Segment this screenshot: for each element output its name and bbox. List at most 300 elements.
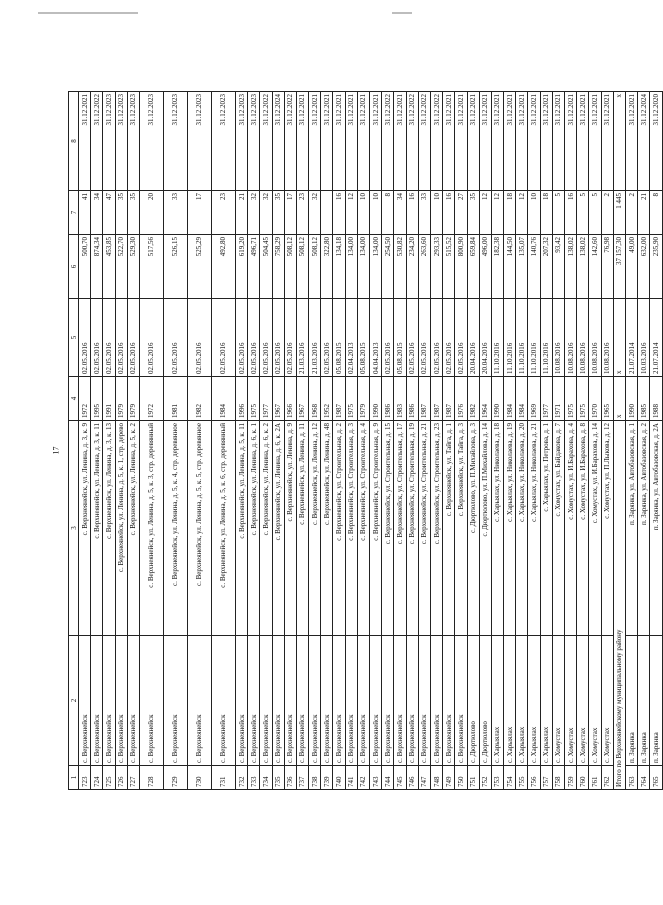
cell-term: 31.12.2021: [333, 92, 345, 191]
cell-term: 31.12.2024: [272, 92, 284, 191]
cell-area: 508,12: [309, 235, 321, 299]
cell-num: 763: [625, 766, 637, 790]
cell-term: 31.12.2022: [91, 92, 103, 191]
cell-loc: с. Верхнеянейск: [260, 636, 272, 766]
cell-year: 1984: [504, 377, 516, 421]
cell-count: 16: [333, 191, 345, 235]
cell-num: 742: [357, 766, 369, 790]
cell-num: 725: [103, 766, 115, 790]
cell-num: 747: [418, 766, 430, 790]
cell-count: 8: [382, 191, 394, 235]
cell-year: 1965: [601, 377, 613, 421]
cell-date: 02.05.2016: [284, 299, 296, 377]
cell-addr: с. Дюртюлово, ул. П.Михайлова, д. 14: [479, 421, 491, 636]
cell-area: 134,00: [370, 235, 382, 299]
cell-year: 1972: [139, 377, 163, 421]
table-row: [235, 92, 247, 790]
cell-year: 1987: [430, 377, 442, 421]
cell-area: 322,80: [321, 235, 333, 299]
cell-date: 02.05.2016: [115, 299, 127, 377]
cell-area: 515,52: [443, 235, 455, 299]
cell-loc: с. Хомустах: [552, 636, 564, 766]
cell-area: 504,45: [260, 235, 272, 299]
column-header: 5: [69, 299, 79, 377]
cell-num: 761: [589, 766, 601, 790]
cell-count: 17: [187, 191, 211, 235]
cell-addr: п. Зарянка, ул. Автобазовская, д. 2А: [650, 421, 662, 636]
table-row: [418, 92, 430, 790]
cell-loc: с. Верхнеянейск: [235, 636, 247, 766]
cell-year: 1964: [479, 377, 491, 421]
cell-year: 1976: [455, 377, 467, 421]
cell-term: 31.12.2023: [211, 92, 235, 191]
cell-year: 1984: [211, 377, 235, 421]
cell-count: 2: [625, 191, 637, 235]
cell-year: 1968: [309, 377, 321, 421]
cell-addr: с. Верхнеянейск, ул. Ленина, д. 5, к. 4, стр. деревянное: [163, 421, 187, 636]
cell-year: 1983: [394, 377, 406, 421]
cell-term: 31.12.2021: [455, 92, 467, 191]
cell-num: 743: [370, 766, 382, 790]
cell-count: [321, 191, 333, 235]
table-row: [321, 92, 333, 790]
cell-area: 874,34: [91, 235, 103, 299]
cell-num: 752: [479, 766, 491, 790]
cell-area: 134,18: [333, 235, 345, 299]
table-row: [601, 92, 613, 790]
cell-count: 35: [272, 191, 284, 235]
cell-count: 21: [235, 191, 247, 235]
cell-loc: с. Верхнеянейск: [163, 636, 187, 766]
cell-term: 31.12.2021: [528, 92, 540, 191]
cell-term: 31.12.2023: [139, 92, 163, 191]
cell-term: 31.12.2021: [467, 92, 479, 191]
table-row: [491, 92, 503, 790]
cell-loc: с. Верхнеянейск: [321, 636, 333, 766]
cell-count: 35: [127, 191, 139, 235]
table-row: [430, 92, 442, 790]
cell-year: 1996: [235, 377, 247, 421]
table-row: [577, 92, 589, 790]
cell-date: 10.08.2016: [589, 299, 601, 377]
cell-addr: с. Хомустах, ул. И.Барахова, д. 14: [589, 421, 601, 636]
cell-count: 5: [589, 191, 601, 235]
table-row: [540, 92, 552, 790]
cell-addr: с. Верхнеянейск, ул. Ленина, д. 5, к. 11: [235, 421, 247, 636]
cell-loc: с. Верхнеянейск: [309, 636, 321, 766]
cell-year: 1981: [163, 377, 187, 421]
cell-area: 758,29: [272, 235, 284, 299]
cell-year: 1967: [296, 377, 308, 421]
cell-term: 31.12.2021: [565, 92, 577, 191]
cell-year: 1970: [589, 377, 601, 421]
cell-area: 182,38: [491, 235, 503, 299]
column-number-row: [69, 92, 79, 790]
cell-num: 740: [333, 766, 345, 790]
cell-term: 31.12.2021: [625, 92, 637, 191]
cell-addr: с. Верхнеянейск, ул. Ленина, д. 3, к. 13: [103, 421, 115, 636]
cell-date: 11.10.2016: [516, 299, 528, 377]
table-row: [552, 92, 564, 790]
cell-year: 1987: [333, 377, 345, 421]
cell-count: 10: [357, 191, 369, 235]
cell-area: 235,90: [650, 235, 662, 299]
cell-date: 02.05.2016: [382, 299, 394, 377]
cell-num: 730: [187, 766, 211, 790]
cell-num: 723: [79, 766, 91, 790]
cell-loc: с. Верхнеянейск: [103, 636, 115, 766]
cell-num: 733: [248, 766, 260, 790]
table-row: [345, 92, 357, 790]
cell-area: 134,00: [357, 235, 369, 299]
cell-loc: с. Хомустах: [601, 636, 613, 766]
cell-date: 02.05.2016: [103, 299, 115, 377]
table-row: [79, 92, 91, 790]
cell-area: 140,76: [528, 235, 540, 299]
cell-term: 31.12.2023: [248, 92, 260, 191]
cell-year: 1969: [528, 377, 540, 421]
register-table: [68, 91, 663, 790]
cell-count: 41: [79, 191, 91, 235]
cell-addr: с. Харыялах, ул. Николаева, д. 19: [504, 421, 516, 636]
cell-loc: с. Дюртюлово: [479, 636, 491, 766]
cell-count: 18: [540, 191, 552, 235]
cell-num: 746: [406, 766, 418, 790]
cell-date: 04.04.2013: [370, 299, 382, 377]
cell-loc: с. Верхнеянейск: [394, 636, 406, 766]
cell-term: 31.12.2021: [577, 92, 589, 191]
cell-date: 10.08.2016: [565, 299, 577, 377]
cell-area: 525,29: [187, 235, 211, 299]
table-row: [115, 92, 127, 790]
cell-addr: с. Верхнеянейск, ул. Ленина, д. 5, к. 2: [127, 421, 139, 636]
cell-date: 10.08.2016: [601, 299, 613, 377]
cell-term: 31.12.2021: [309, 92, 321, 191]
cell-addr: с. Харыялах, ул. Николаева, д. 18: [491, 421, 503, 636]
cell-loc: с. Верхнеянейск: [272, 636, 284, 766]
cell-num: 727: [127, 766, 139, 790]
cell-date: 02.05.2016: [443, 299, 455, 377]
cell-date: 11.10.2016: [528, 299, 540, 377]
cell-year: 1990: [491, 377, 503, 421]
cell-date: 20.04.2016: [479, 299, 491, 377]
cell-addr: с. Верхнеянейск, ул. Строительная, д. 2: [333, 421, 345, 636]
cell-term: 31.12.2022: [430, 92, 442, 191]
cell-area: 492,80: [211, 235, 235, 299]
cell-date: 11.10.2016: [491, 299, 503, 377]
cell-addr: с. Верхнеянейск, ул. Ленина, д. 11: [296, 421, 308, 636]
table-row: [103, 92, 115, 790]
cell-addr: с. Верхнеянейск, ул. Ленина, д. 5, к. 6, стр. деревянный: [211, 421, 235, 636]
cell-addr: с. Верхнеянейск, ул. Тайга, д. 1: [443, 421, 455, 636]
cell-year: 1986: [382, 377, 394, 421]
cell-addr: с. Верхнеянейск, ул. Строительная, д. 3: [345, 421, 357, 636]
register-body: [79, 92, 663, 790]
table-row: [625, 92, 637, 790]
cell-area: 93,42: [552, 235, 564, 299]
column-header: 4: [69, 377, 79, 421]
cell-loc: с. Верхнеянейск: [430, 636, 442, 766]
cell-term: 31.12.2021: [479, 92, 491, 191]
cell-count: 16: [406, 191, 418, 235]
cell-year: 1966: [284, 377, 296, 421]
cell-num: 732: [235, 766, 247, 790]
cell-term: 31.12.2021: [504, 92, 516, 191]
cell-num: 737: [296, 766, 308, 790]
cell-date: 02.05.2016: [79, 299, 91, 377]
cell-term: 31.12.2020: [650, 92, 662, 191]
cell-term: 31.12.2021: [552, 92, 564, 191]
cell-addr: с. Верхнеянейск, ул. Тайга, д. 3: [455, 421, 467, 636]
page-number: 17: [51, 446, 61, 455]
cell-date: 02.05.2016: [430, 299, 442, 377]
cell-addr: п. Зарянка, ул. Автобазовская, д. 1: [625, 421, 637, 636]
table-row: [589, 92, 601, 790]
table-row: [91, 92, 103, 790]
cell-area: 508,12: [296, 235, 308, 299]
scan-mark: [38, 12, 138, 14]
cell-date: 05.08.2015: [357, 299, 369, 377]
cell-count: 34: [394, 191, 406, 235]
cell-num: 726: [115, 766, 127, 790]
cell-year: 1971: [552, 377, 564, 421]
cell-date: 21.03.2016: [309, 299, 321, 377]
column-header: 1: [69, 766, 79, 790]
cell-num: 749: [443, 766, 455, 790]
cell-year: 1985: [638, 377, 650, 421]
cell-loc: п. Зарянка: [650, 636, 662, 766]
cell-num: 754: [504, 766, 516, 790]
cell-loc: с. Верхнеянейск: [79, 636, 91, 766]
cell-date: 10.08.2016: [577, 299, 589, 377]
table-row: [565, 92, 577, 790]
cell-count: 27: [455, 191, 467, 235]
cell-area: 254,50: [382, 235, 394, 299]
cell-count: 32: [260, 191, 272, 235]
cell-area: 76,98: [601, 235, 613, 299]
cell-date: 02.05.2016: [235, 299, 247, 377]
table-row: [357, 92, 369, 790]
cell-addr: с. Верхнеянейск, ул. Ленина, д. 5, к. 1, стр. дерево: [115, 421, 127, 636]
subtotal-count: 1 445: [613, 191, 625, 235]
cell-year: 1991: [103, 377, 115, 421]
table-row: [187, 92, 211, 790]
cell-count: 5: [577, 191, 589, 235]
cell-loc: с. Хомустах: [565, 636, 577, 766]
cell-count: 17: [284, 191, 296, 235]
cell-addr: с. Дюртюлово, ул. П.Михайлова, д. 3: [467, 421, 479, 636]
cell-loc: п. Зарянка: [638, 636, 650, 766]
table-row: [272, 92, 284, 790]
cell-num: 757: [540, 766, 552, 790]
cell-term: 31.12.2023: [235, 92, 247, 191]
cell-num: 744: [382, 766, 394, 790]
table-row: [211, 92, 235, 790]
cell-year: 1975: [345, 377, 357, 421]
cell-date: 02.05.2016: [272, 299, 284, 377]
cell-addr: с. Верхнеянейск, ул. Ленина, д. 12: [309, 421, 321, 636]
cell-area: 138,02: [565, 235, 577, 299]
cell-area: 142,60: [589, 235, 601, 299]
cell-date: 02.05.2016: [91, 299, 103, 377]
cell-num: 735: [272, 766, 284, 790]
cell-num: 759: [565, 766, 577, 790]
cell-area: 500,70: [79, 235, 91, 299]
cell-year: 1979: [357, 377, 369, 421]
cell-loc: с. Верхнеянейск: [357, 636, 369, 766]
table-row: [309, 92, 321, 790]
column-header: 3: [69, 421, 79, 636]
subtotal-year: x: [613, 377, 625, 421]
cell-count: 33: [418, 191, 430, 235]
cell-term: 31.12.2021: [516, 92, 528, 191]
cell-count: 34: [91, 191, 103, 235]
cell-year: 1975: [565, 377, 577, 421]
cell-term: 31.12.2022: [418, 92, 430, 191]
cell-loc: с. Верхнеянейск: [333, 636, 345, 766]
cell-count: 12: [491, 191, 503, 235]
column-header: 7: [69, 191, 79, 235]
subtotal-date: x: [613, 299, 625, 377]
cell-num: 739: [321, 766, 333, 790]
cell-term: 31.12.2022: [406, 92, 418, 191]
cell-addr: с. Харыялах, ул. Петрова, д. 1: [540, 421, 552, 636]
table-row: [260, 92, 272, 790]
column-header: 6: [69, 235, 79, 299]
cell-addr: с. Хомустах, ул. И.Барахова, д. 8: [577, 421, 589, 636]
cell-term: 31.12.2022: [284, 92, 296, 191]
cell-date: 02.05.2016: [418, 299, 430, 377]
cell-loc: с. Харыялах: [540, 636, 552, 766]
cell-num: 760: [577, 766, 589, 790]
cell-num: 731: [211, 766, 235, 790]
cell-count: 16: [443, 191, 455, 235]
cell-count: 21: [638, 191, 650, 235]
cell-date: 02.05.2016: [139, 299, 163, 377]
cell-year: 1984: [516, 377, 528, 421]
cell-term: 31.12.2021: [443, 92, 455, 191]
cell-addr: с. Верхнеянейск, ул. Ленина, д. 3, к. 11: [91, 421, 103, 636]
cell-area: 144,50: [504, 235, 516, 299]
cell-area: 529,30: [127, 235, 139, 299]
table-row: [394, 92, 406, 790]
table-row: [467, 92, 479, 790]
cell-addr: с. Верхнеянейск, ул. Ленина, д. 6, к. 2: [260, 421, 272, 636]
cell-num: 724: [91, 766, 103, 790]
cell-area: 508,12: [284, 235, 296, 299]
cell-date: 20.04.2016: [467, 299, 479, 377]
cell-count: 8: [650, 191, 662, 235]
cell-addr: с. Верхнеянейск, ул. Строительная, д. 19: [406, 421, 418, 636]
cell-area: 496,00: [479, 235, 491, 299]
cell-loc: с. Верхнеянейск: [139, 636, 163, 766]
cell-date: 02.05.2016: [211, 299, 235, 377]
cell-count: 20: [139, 191, 163, 235]
cell-year: 1982: [187, 377, 211, 421]
cell-year: 1975: [577, 377, 589, 421]
cell-year: 1977: [540, 377, 552, 421]
cell-term: 31.12.2022: [260, 92, 272, 191]
cell-date: 21.07.2014: [650, 299, 662, 377]
cell-loc: п. Зарянка: [625, 636, 637, 766]
cell-date: 02.05.2016: [455, 299, 467, 377]
cell-term: 31.12.2023: [115, 92, 127, 191]
cell-term: 31.12.2021: [589, 92, 601, 191]
subtotal-label: Итого по Верхнеянейскому муниципальному району: [613, 421, 625, 790]
table-row: [127, 92, 139, 790]
cell-count: 35: [115, 191, 127, 235]
cell-loc: с. Верхнеянейск: [296, 636, 308, 766]
cell-count: 16: [565, 191, 577, 235]
cell-term: 31.12.2021: [394, 92, 406, 191]
cell-loc: с. Дюртюлово: [467, 636, 479, 766]
cell-term: 31.12.2024: [638, 92, 650, 191]
cell-addr: с. Хомустах, ул. И.Барахова, д. 4: [565, 421, 577, 636]
cell-addr: с. Харыялах, ул. Николаева, д. 21: [528, 421, 540, 636]
cell-count: 10: [528, 191, 540, 235]
cell-area: 659,84: [467, 235, 479, 299]
cell-loc: с. Верхнеянейск: [91, 636, 103, 766]
cell-area: 49,00: [625, 235, 637, 299]
cell-addr: с. Верхнеянейск, ул. Ленина, д. 5, к. 5, стр. деревянное: [187, 421, 211, 636]
cell-addr: с. Верхнеянейск, ул. Ленина, д. 3, к. 9: [79, 421, 91, 636]
cell-year: 1982: [467, 377, 479, 421]
cell-area: 263,60: [418, 235, 430, 299]
cell-count: 10: [370, 191, 382, 235]
cell-year: 1979: [127, 377, 139, 421]
cell-area: 234,20: [406, 235, 418, 299]
cell-loc: с. Верхнеянейск: [248, 636, 260, 766]
cell-loc: с. Верхнеянейск: [406, 636, 418, 766]
table-row: [638, 92, 650, 790]
cell-loc: с. Хомустах: [589, 636, 601, 766]
table-row: [370, 92, 382, 790]
cell-loc: с. Верхнеянейск: [455, 636, 467, 766]
cell-term: 31.12.2023: [103, 92, 115, 191]
table-row: [284, 92, 296, 790]
cell-date: 02.05.2016: [260, 299, 272, 377]
cell-num: 753: [491, 766, 503, 790]
table-row: [650, 92, 662, 790]
cell-term: 31.12.2023: [187, 92, 211, 191]
cell-area: 632,00: [638, 235, 650, 299]
cell-term: 31.12.2021: [321, 92, 333, 191]
cell-year: 1977: [260, 377, 272, 421]
cell-num: 765: [650, 766, 662, 790]
cell-date: 02.05.2016: [321, 299, 333, 377]
table-row: [296, 92, 308, 790]
cell-num: 758: [552, 766, 564, 790]
cell-term: 31.12.2021: [357, 92, 369, 191]
cell-loc: с. Верхнеянейск: [127, 636, 139, 766]
cell-year: 1967: [272, 377, 284, 421]
cell-year: 1988: [650, 377, 662, 421]
cell-loc: с. Верхнеянейск: [115, 636, 127, 766]
cell-area: 293,33: [430, 235, 442, 299]
cell-count: 23: [211, 191, 235, 235]
cell-area: 134,00: [345, 235, 357, 299]
cell-num: 738: [309, 766, 321, 790]
cell-count: 32: [309, 191, 321, 235]
cell-date: 02.04.2013: [345, 299, 357, 377]
table-row: [382, 92, 394, 790]
cell-year: 1990: [625, 377, 637, 421]
cell-date: 05.08.2015: [333, 299, 345, 377]
cell-term: 31.12.2022: [382, 92, 394, 191]
table-row: [479, 92, 491, 790]
cell-term: 31.12.2021: [370, 92, 382, 191]
cell-addr: с. Верхнеянейск, ул. Ленина, д. 6, к. 2А: [272, 421, 284, 636]
